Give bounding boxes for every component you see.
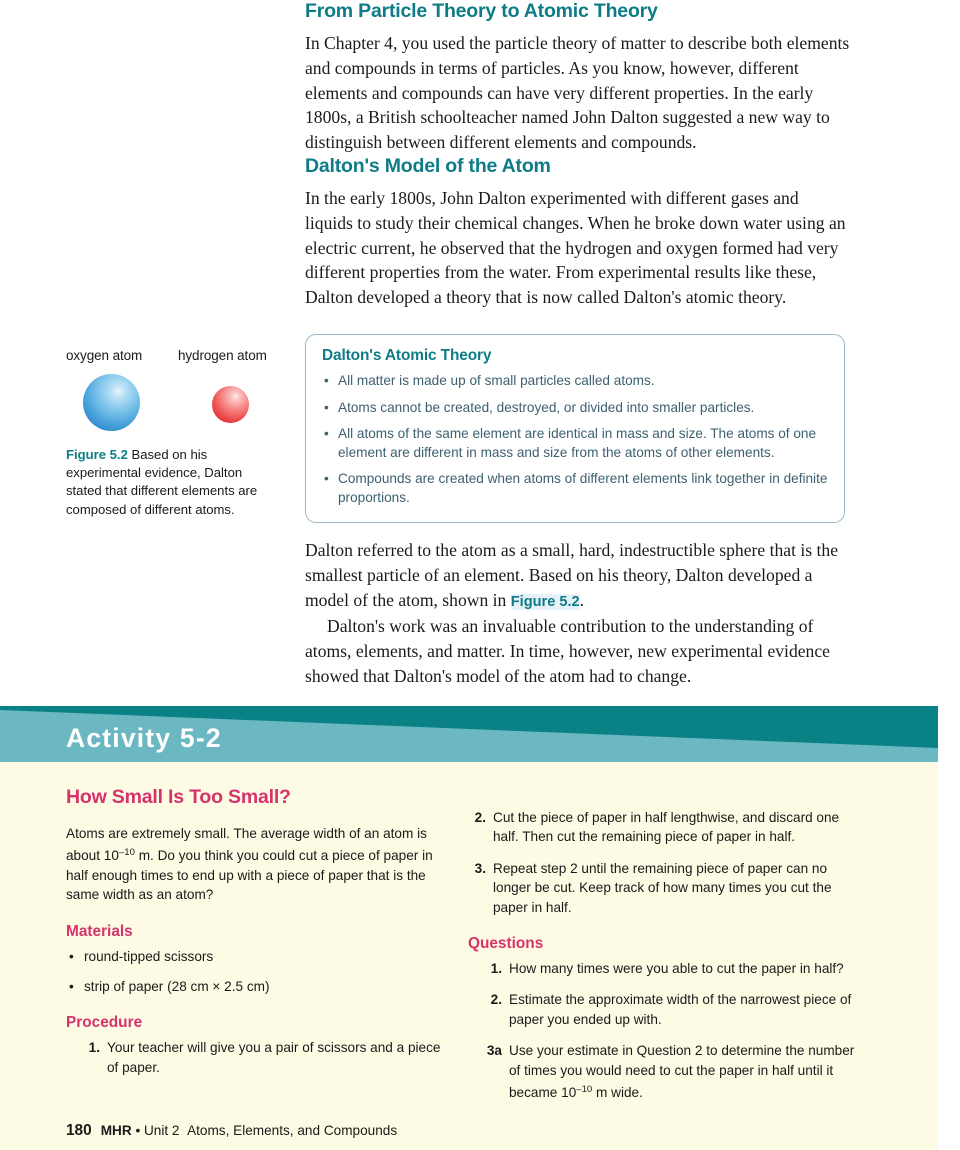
figure-caption-label: Figure 5.2	[66, 447, 128, 462]
question3-exponent: –10	[576, 1084, 593, 1096]
closing-paragraphs	[305, 538, 850, 689]
materials-heading: Materials	[66, 922, 133, 940]
bullet-icon: •	[69, 948, 74, 964]
activity-body	[0, 762, 938, 1101]
figure-caption-text: Based on his experimental evidence, Dalton stated that different elements are composed of different atoms.	[66, 447, 258, 517]
figure-reference-link[interactable]: Figure 5.2	[510, 593, 580, 610]
figure-caption	[66, 446, 281, 519]
oxygen-sphere-icon	[83, 374, 140, 431]
list-item-number: 1.	[490, 961, 502, 977]
closing-text-before-ref: Dalton referred to the atom as a small, hard, indestructible sphere that is the smallest particle of an element. Based on his theory, Dalton developed a model of the atom, shown in	[305, 540, 839, 610]
list-item-text: All matter is made up of small particles called atoms.	[338, 373, 655, 388]
activity-section	[0, 706, 938, 1150]
footer-separator: •	[135, 1123, 141, 1138]
list-item	[322, 399, 828, 418]
procedure-list-continued	[468, 808, 863, 917]
list-item	[322, 372, 828, 391]
procedure-heading: Procedure	[66, 1014, 143, 1032]
list-item-text: Estimate the approximate width of the narrowest piece of paper you ended up with.	[509, 992, 852, 1027]
footer-unit: Unit 2	[143, 1123, 180, 1138]
activity-heading: How Small Is Too Small?	[66, 786, 291, 808]
bullet-icon: •	[324, 399, 329, 415]
footer-unit-title: Atoms, Elements, and Compounds	[187, 1123, 398, 1138]
list-item	[484, 1041, 863, 1102]
callout-title: Dalton's Atomic Theory	[322, 347, 492, 364]
procedure-list	[66, 1038, 454, 1077]
body-column	[305, 0, 850, 310]
list-item-text: Compounds are created when atoms of different elements link together in definite proportions.	[338, 471, 828, 505]
questions-list	[468, 959, 863, 1102]
page-footer	[66, 1122, 397, 1140]
figure-margin-column	[66, 348, 291, 519]
list-item-number: 2.	[474, 810, 486, 825]
activity-banner	[0, 706, 938, 762]
oxygen-atom-label: oxygen atom	[66, 348, 143, 363]
hydrogen-atom-label: hydrogen atom	[178, 348, 267, 363]
list-item-text: Repeat step 2 until the remaining piece of paper can no longer be cut. Keep track of how many times you cut the paper in half.	[493, 860, 832, 915]
bullet-icon: •	[69, 979, 74, 995]
bullet-icon: •	[324, 426, 329, 442]
list-item	[322, 425, 828, 462]
list-item-text: round-tipped scissors	[84, 948, 214, 964]
list-item-text: strip of paper (28 cm × 2.5 cm)	[84, 979, 270, 995]
list-item-text: Your teacher will give you a pair of scissors and a piece of paper.	[107, 1040, 441, 1075]
bullet-icon: •	[324, 373, 329, 388]
list-item-text: All atoms of the same element are identical in mass and size. The atoms of one element are different in mass and size from the atoms of other elements.	[338, 426, 817, 460]
bullet-icon: •	[324, 471, 329, 487]
activity-intro-paragraph	[66, 824, 454, 905]
closing-text-after-ref: .	[579, 589, 585, 610]
question3-text-after: m wide.	[592, 1085, 643, 1101]
list-item	[484, 959, 863, 978]
heading-particle-theory: From Particle Theory to Atomic Theory	[305, 0, 658, 22]
hydrogen-sphere-icon	[212, 386, 249, 423]
list-item	[82, 1038, 454, 1077]
list-item-text: Cut the piece of paper in half lengthwise, and discard one half. Then cut the remaining piece of paper in half.	[493, 810, 840, 845]
activity-banner-title: Activity 5-2	[66, 723, 222, 753]
list-item-number: 1.	[88, 1040, 100, 1056]
list-item-text: Atoms cannot be created, destroyed, or divided into smaller particles.	[338, 399, 755, 415]
paragraph-closing-1	[305, 538, 850, 614]
list-item	[484, 990, 863, 1029]
atom-labels	[66, 348, 291, 363]
list-item-text: How many times were you able to cut the paper in half?	[509, 961, 844, 977]
intro-text-part2: m. Do you think you could cut a piece of paper in half enough times to end up with a piece of paper that is the same width as an atom?	[66, 848, 433, 903]
intro-exponent: –10	[118, 847, 135, 859]
list-item-number: 3.	[474, 860, 486, 876]
heading-daltons-model: Dalton's Model of the Atom	[305, 154, 551, 177]
footer-publisher: MHR	[100, 1123, 132, 1138]
footer-page-number: 180	[66, 1122, 92, 1139]
list-item	[66, 947, 454, 966]
activity-left-column	[66, 824, 454, 1077]
list-item	[66, 977, 454, 996]
callout-list	[322, 372, 828, 508]
list-item-number: 2.	[490, 992, 502, 1008]
paragraph-closing-2: Dalton's work was an invaluable contribution to the understanding of atoms, elements, and matter. In time, however, new experimental evidence showed that Dalton's model of the atom had to change.	[305, 616, 830, 686]
question3-text-before: Use your estimate in Question 2 to determine the number of times you would need to cut the paper in half until it became 10	[509, 1043, 855, 1101]
list-item	[468, 808, 863, 847]
list-item	[468, 859, 863, 917]
list-item-text	[509, 1043, 854, 1100]
questions-heading: Questions	[468, 935, 544, 953]
daltons-atomic-theory-callout	[305, 334, 845, 523]
paragraph-daltons-model: In the early 1800s, John Dalton experimented with different gases and liquids to study their chemical changes. When he broke down water using an electric current, he observed that the hydrogen and oxygen formed had very different properties from the water. From experimental results like these, Dalton developed a theory that is now called Dalton's atomic theory.	[305, 187, 846, 308]
list-item-number: 3a	[486, 1043, 502, 1059]
intro-text-part1: Atoms are extremely small. The average width of an atom is about 10	[66, 826, 427, 864]
materials-list	[66, 947, 454, 997]
list-item	[322, 470, 828, 507]
atom-illustration	[66, 370, 291, 442]
paragraph-particle-theory: In Chapter 4, you used the particle theory of matter to describe both elements and compounds in terms of particles. As you know, however, different elements and compounds can have very different properties. In the early 1800s, a British schoolteacher named John Dalton suggested a new way to distinguish between different elements and compounds.	[305, 33, 850, 153]
activity-right-column	[468, 808, 863, 1102]
